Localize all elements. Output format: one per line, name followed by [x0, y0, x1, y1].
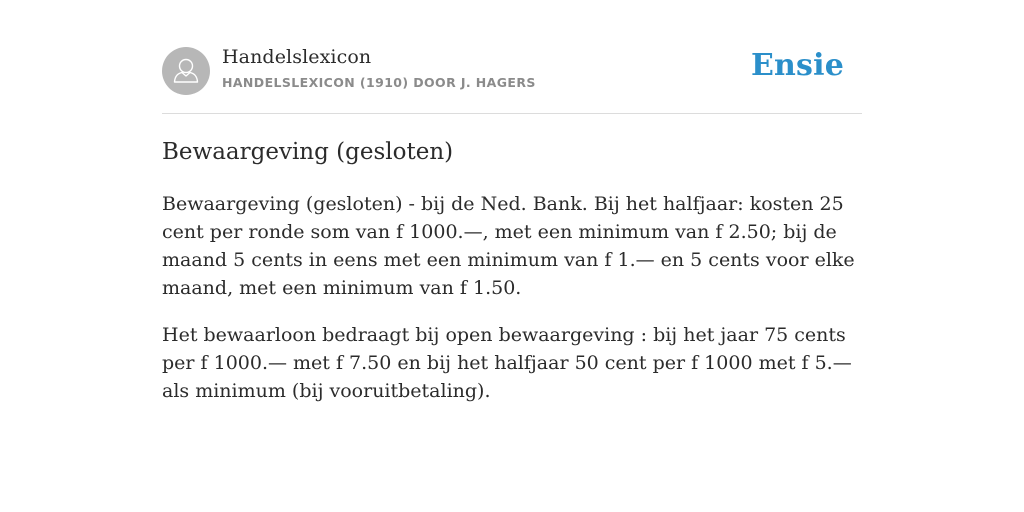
article-body — [162, 190, 862, 424]
source-header — [162, 0, 862, 114]
source-subtitle[interactable]: HANDELSLEXICON (1910) DOOR J. HAGERS — [222, 75, 536, 90]
page-container — [162, 0, 862, 402]
user-icon — [162, 47, 210, 95]
source-avatar[interactable] — [162, 47, 210, 95]
ensie-logo-link[interactable]: Ensie — [750, 48, 844, 83]
article-paragraph: Het bewaarloon bedraagt bij open bewaargeving : bij het jaar 75 cents per f 1000.— met f 7.50 en bij het halfjaar 50 cent per f 1000 met f 5.— als minimum (bij vooruitbetaling). — [162, 324, 852, 402]
article-title: Bewaargeving (gesloten) — [162, 139, 454, 165]
source-name-link[interactable]: Handelslexicon — [222, 46, 372, 68]
article-paragraph: Bewaargeving (gesloten) - bij de Ned. Bank. Bij het halfjaar: kosten 25 cent per ronde som van f 1000.—, met een minimum van f 2.50; bij de maand 5 cents in eens met een minimum van f 1.— en 5 cents voor elke maand, met een minimum van f 1.50. — [162, 193, 855, 299]
